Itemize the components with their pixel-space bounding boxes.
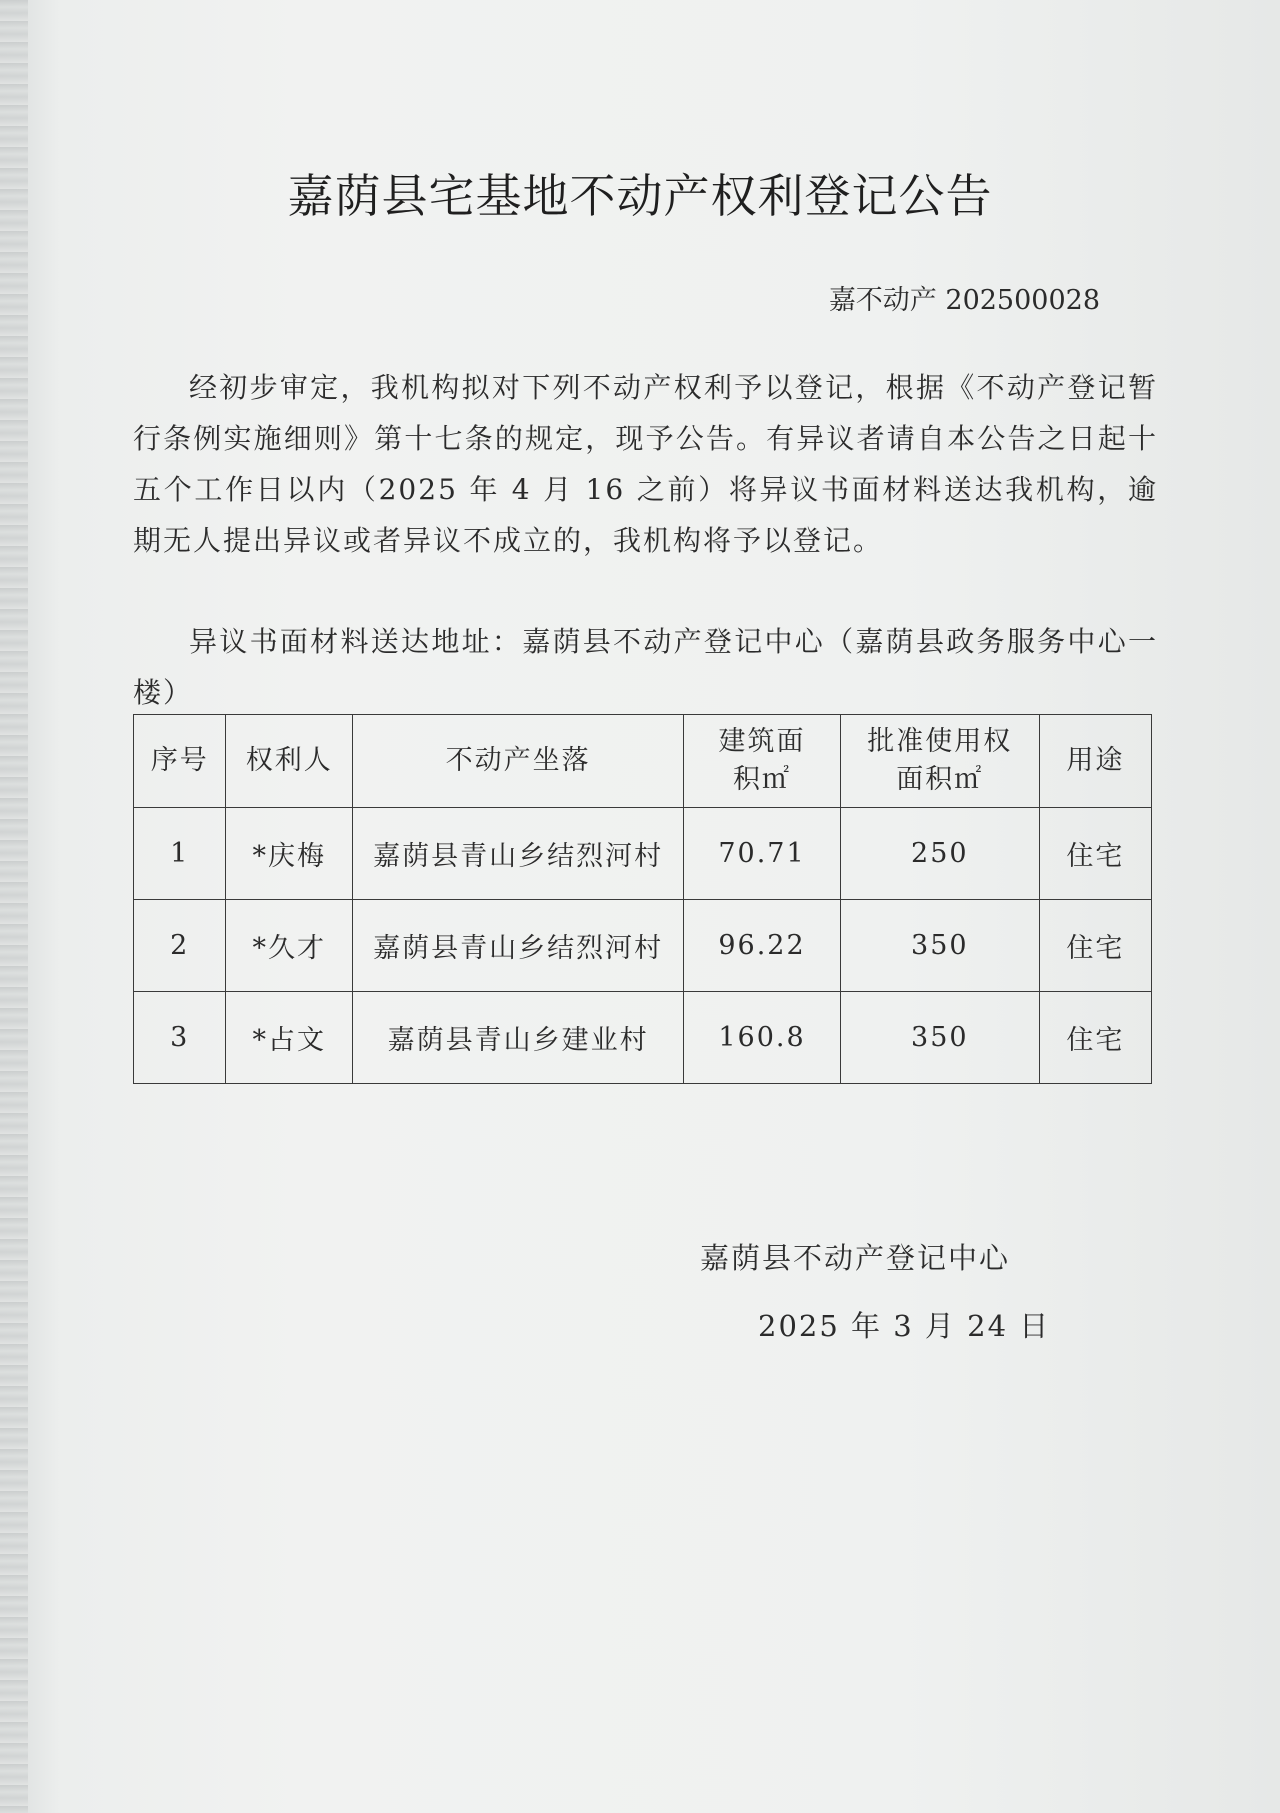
header-land-area-line2: 面积㎡ [896, 764, 984, 795]
cell-building-area: 160.8 [684, 992, 841, 1084]
cell-usage: 住宅 [1039, 808, 1151, 900]
cell-owner: *占文 [226, 992, 353, 1084]
table-row [134, 808, 1152, 900]
cell-building-area: 96.22 [684, 900, 841, 992]
table-header-row [134, 715, 1152, 808]
cell-usage: 住宅 [1039, 992, 1151, 1084]
registration-table [133, 714, 1152, 1084]
header-land-area-line1: 批准使用权 [867, 726, 1013, 757]
cell-seq: 2 [134, 900, 226, 992]
header-seq: 序号 [134, 715, 226, 808]
header-building-area-line2: 积㎡ [733, 764, 791, 795]
cell-usage: 住宅 [1039, 900, 1151, 992]
cell-location: 嘉荫县青山乡建业村 [353, 992, 684, 1084]
cell-owner: *庆梅 [226, 808, 353, 900]
cell-building-area: 70.71 [684, 808, 841, 900]
header-building-area-line1: 建筑面 [718, 726, 806, 757]
cell-location: 嘉荫县青山乡结烈河村 [353, 808, 684, 900]
cell-seq: 1 [134, 808, 226, 900]
cell-land-area: 350 [840, 992, 1039, 1084]
cell-location: 嘉荫县青山乡结烈河村 [353, 900, 684, 992]
cell-seq: 3 [134, 992, 226, 1084]
notice-body-paragraph: 经初步审定，我机构拟对下列不动产权利予以登记，根据《不动产登记暂行条例实施细则》第十七条的规定，现予公告。有异议者请自本公告之日起十五个工作日以内（2025 年 4 月 16 之前）将异议书面材料送达我机构，逾期无人提出异议或者异议不成立的，我机构将予以登记。 [133, 371, 1158, 557]
header-usage: 用途 [1039, 715, 1151, 808]
cell-owner: *久才 [226, 900, 353, 992]
objection-address-paragraph: 异议书面材料送达地址：嘉荫县不动产登记中心（嘉荫县政务服务中心一楼） [133, 625, 1158, 709]
header-owner: 权利人 [226, 715, 353, 808]
cell-land-area: 250 [840, 808, 1039, 900]
issue-date: 2025 年 3 月 24 日 [758, 1309, 1051, 1343]
cell-land-area: 350 [840, 900, 1039, 992]
header-building-area [684, 715, 841, 808]
torn-paper-edge [0, 0, 28, 1813]
header-land-area [840, 715, 1039, 808]
notice-title: 嘉荫县宅基地不动产权利登记公告 [287, 169, 993, 223]
issuing-organization: 嘉荫县不动产登记中心 [700, 1241, 1011, 1275]
document-number: 嘉不动产 202500028 [828, 285, 1100, 316]
header-location: 不动产坐落 [353, 715, 684, 808]
table-row [134, 900, 1152, 992]
table-row [134, 992, 1152, 1084]
